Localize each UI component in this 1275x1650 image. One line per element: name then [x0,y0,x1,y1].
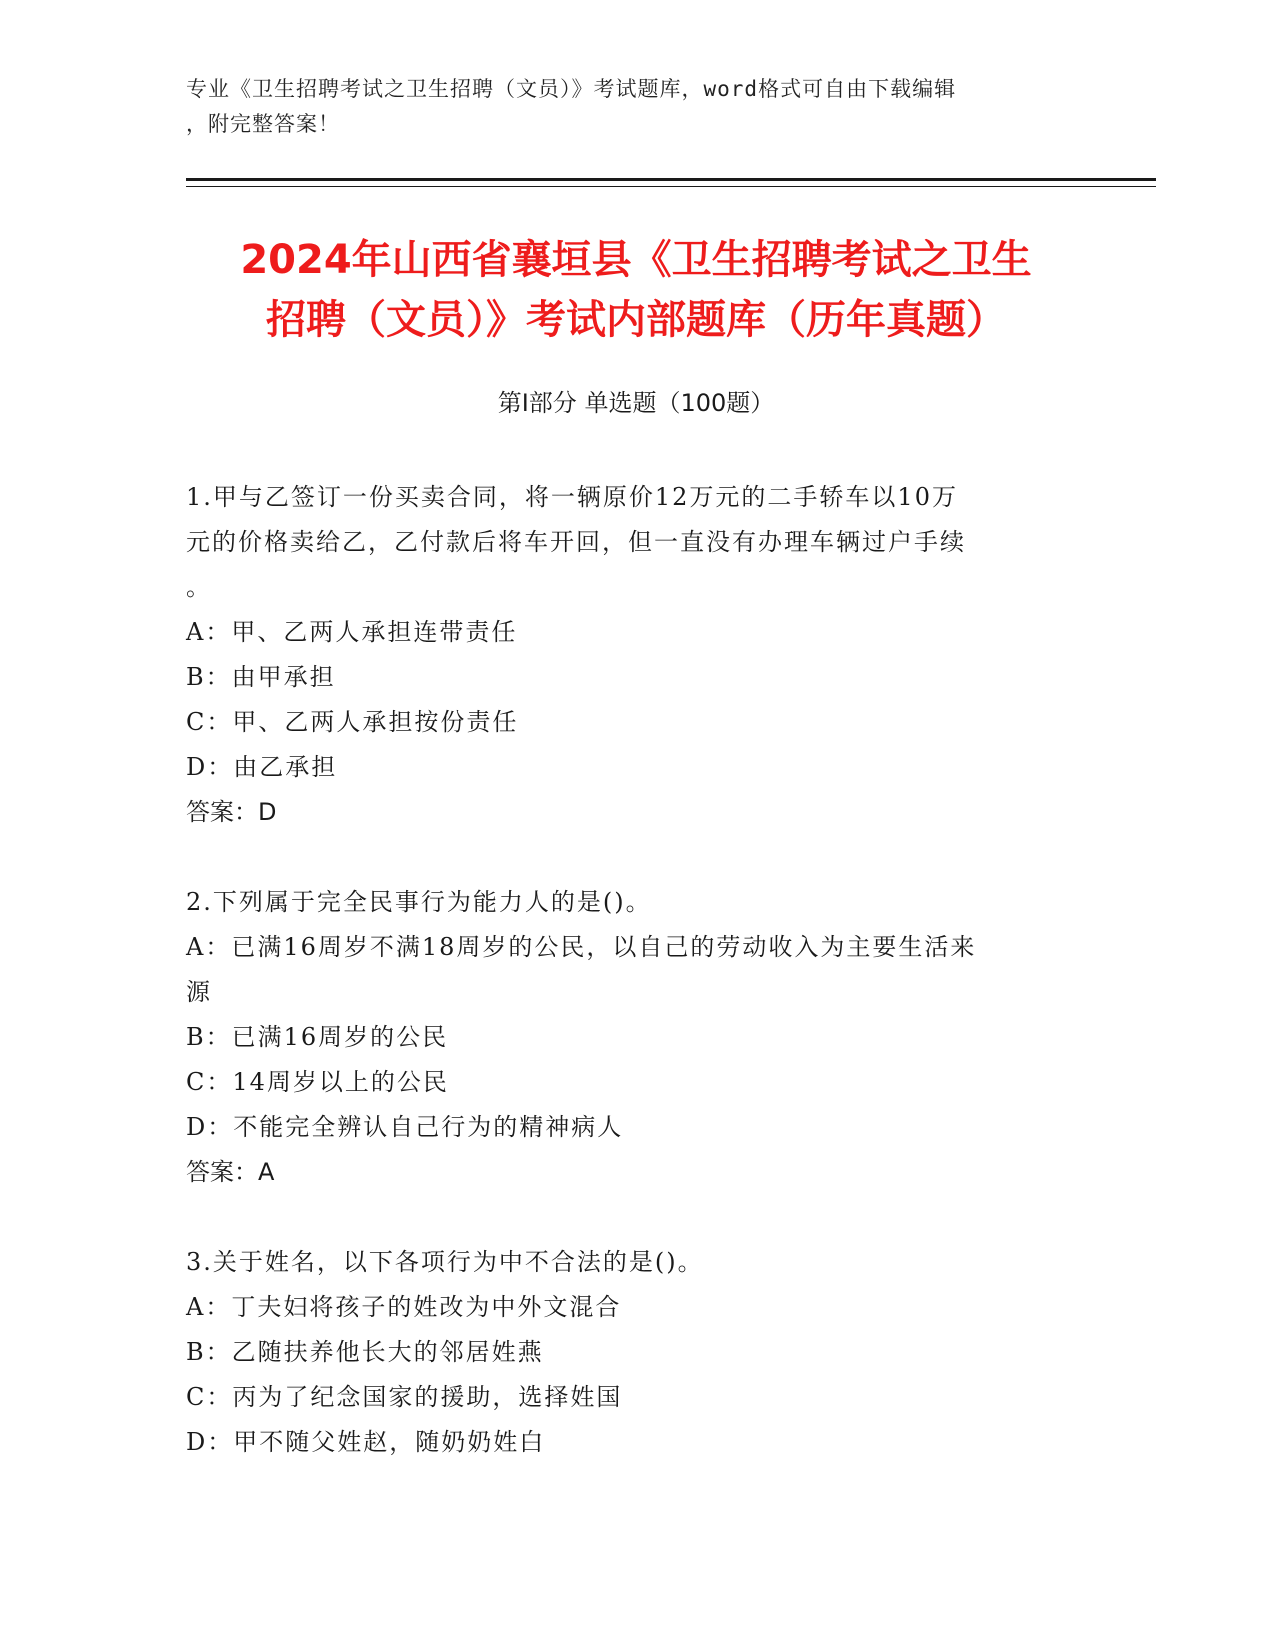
option-c: C：丙为了纪念国家的援助，选择姓国 [186,1383,623,1411]
option-c: C：甲、乙两人承担按份责任 [186,708,519,736]
document-title [186,230,1086,350]
option-b: B：乙随扶养他长大的邻居姓燕 [186,1338,544,1366]
question-stem: 元的价格卖给乙，乙付款后将车开回，但一直没有办理车辆过户手续 [186,528,966,556]
option-d: D：甲不随父姓赵，随奶奶姓白 [186,1428,546,1456]
header-note [186,72,1066,142]
document-title-line: 2024年山西省襄垣县《卫生招聘考试之卫生 [240,237,1032,283]
option-a: A：丁夫妇将孩子的姓改为中外文混合 [186,1293,622,1321]
question-item [186,880,1066,1195]
question-list [186,475,1066,1510]
question-stem: 1.甲与乙签订一份买卖合同，将一辆原价12万元的二手轿车以10万 [186,483,958,511]
option-a-continued: 源 [186,978,212,1006]
header-note-line: 专业《卫生招聘考试之卫生招聘（文员）》考试题库，word格式可自由下载编辑 [186,77,957,101]
answer-line: 答案：A [186,1158,275,1186]
option-b: B：由甲承担 [186,663,336,691]
answer-line: 答案：D [186,798,277,826]
header-note-line: ，附完整答案！ [186,112,340,136]
option-c: C：14周岁以上的公民 [186,1068,449,1096]
question-stem: 。 [186,573,212,601]
option-a: A：甲、乙两人承担连带责任 [186,618,518,646]
header-divider-thick [186,178,1156,181]
section-title: 第Ⅰ部分 单选题（100题） [497,389,775,417]
question-stem: 3.关于姓名，以下各项行为中不合法的是()。 [186,1248,704,1276]
option-d: D：由乙承担 [186,753,338,781]
option-b: B：已满16周岁的公民 [186,1023,449,1051]
option-a: A：已满16周岁不满18周岁的公民，以自己的劳动收入为主要生活来 [186,933,977,961]
question-stem: 2.下列属于完全民事行为能力人的是()。 [186,888,652,916]
document-title-line: 招聘（文员）》考试内部题库（历年真题） [266,297,1006,343]
question-item [186,475,1066,835]
option-d: D：不能完全辨认自己行为的精神病人 [186,1113,624,1141]
question-item [186,1240,1066,1465]
header-divider-thin [186,186,1156,187]
